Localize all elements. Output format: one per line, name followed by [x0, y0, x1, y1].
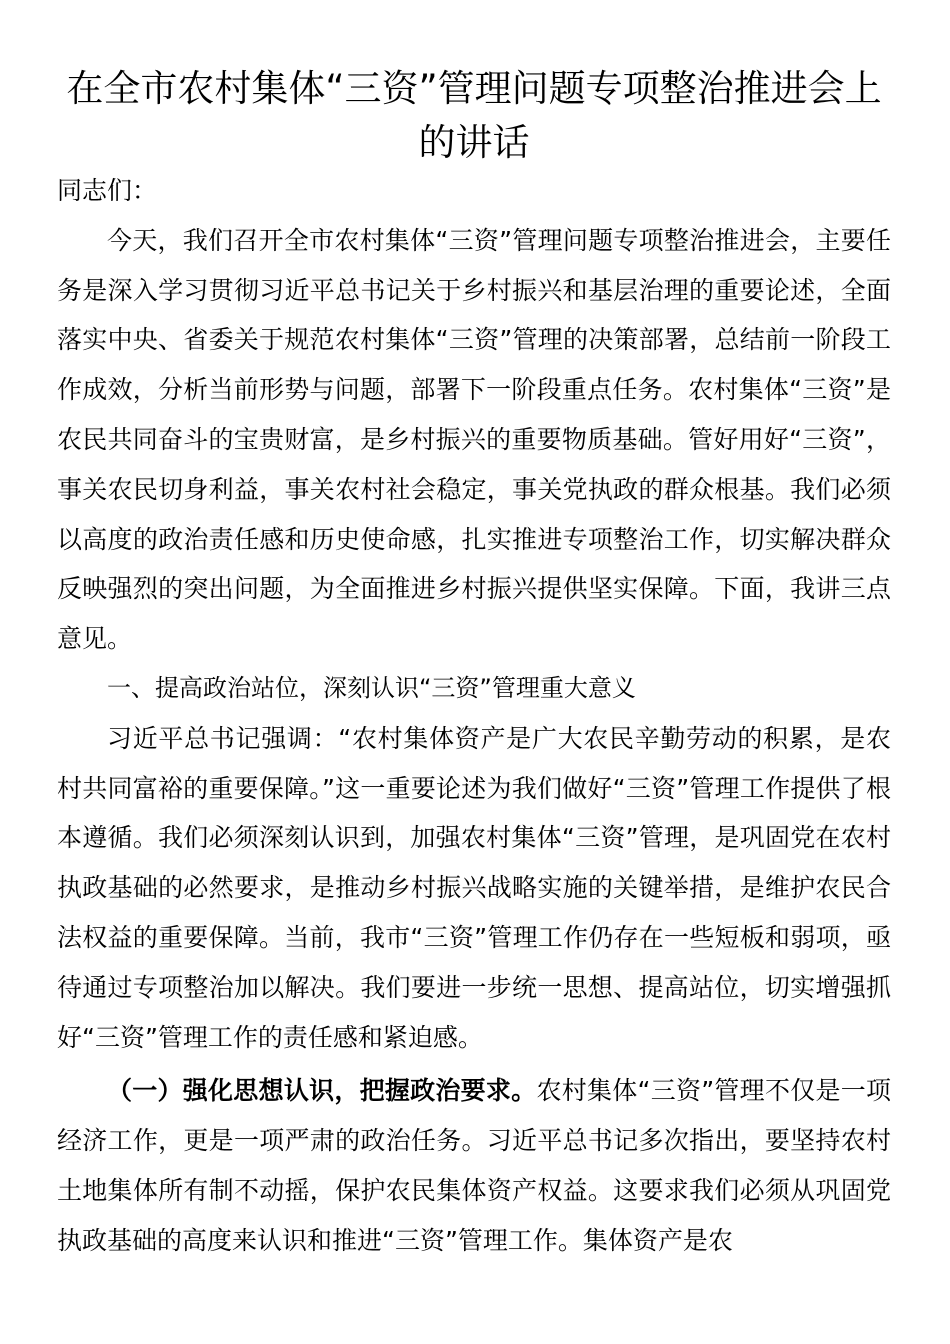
subsection-1-paragraph: [57, 1066, 891, 1265]
section-1-paragraph: 习近平总书记强调：“农村集体资产是广大农民辛勤劳动的积累，是农村共同富裕的重要保障。”这一重要论述为我们做好“三资”管理工作提供了根本遵循。我们必须深刻认识到，加强农村集体“三资”管理，是巩固党在农村执政基础的必然要求，是推动乡村振兴战略实施的关键举措，是维护农民合法权益的重要保障。当前，我市“三资”管理工作仍存在一些短板和弱项，亟待通过专项整治加以解决。我们要进一步统一思想、提高站位，切实增强抓好“三资”管理工作的责任感和紧迫感。: [57, 723, 891, 1052]
intro-paragraph: 今天，我们召开全市农村集体“三资”管理问题专项整治推进会，主要任务是深入学习贯彻习近平总书记关于乡村振兴和基层治理的重要论述，全面落实中央、省委关于规范农村集体“三资”管理的决策部署，总结前一阶段工作成效，分析当前形势与问题，部署下一阶段重点任务。农村集体“三资”是农民共同奋斗的宝贵财富，是乡村振兴的重要物质基础。管好用好“三资”，事关农民切身利益，事关农村社会稳定，事关党执政的群众根基。我们必须以高度的政治责任感和历史使命感，扎实推进专项整治工作，切实解决群众反映强烈的突出问题，为全面推进乡村振兴提供坚实保障。下面，我讲三点意见。: [57, 225, 891, 654]
document-page: [57, 62, 891, 1266]
document-title: 在全市农村集体“三资”管理问题专项整治推进会上的讲话: [66, 67, 882, 164]
salutation: 同志们：: [57, 176, 158, 205]
section-1-heading: 一、提高政治站位，深刻认识“三资”管理重大意义: [107, 673, 636, 702]
subsection-1-lead: （一）强化思想认识，把握政治要求。: [107, 1076, 537, 1106]
subsection-1-body: 农村集体“三资”管理不仅是一项经济工作，更是一项严肃的政治任务。习近平总书记多次指出，要坚持农村土地集体所有制不动摇，保护农民集体资产权益。这要求我们必须从巩固党执政基础的高度来认识和推进“三资”管理工作。集体资产是农: [57, 1076, 891, 1255]
